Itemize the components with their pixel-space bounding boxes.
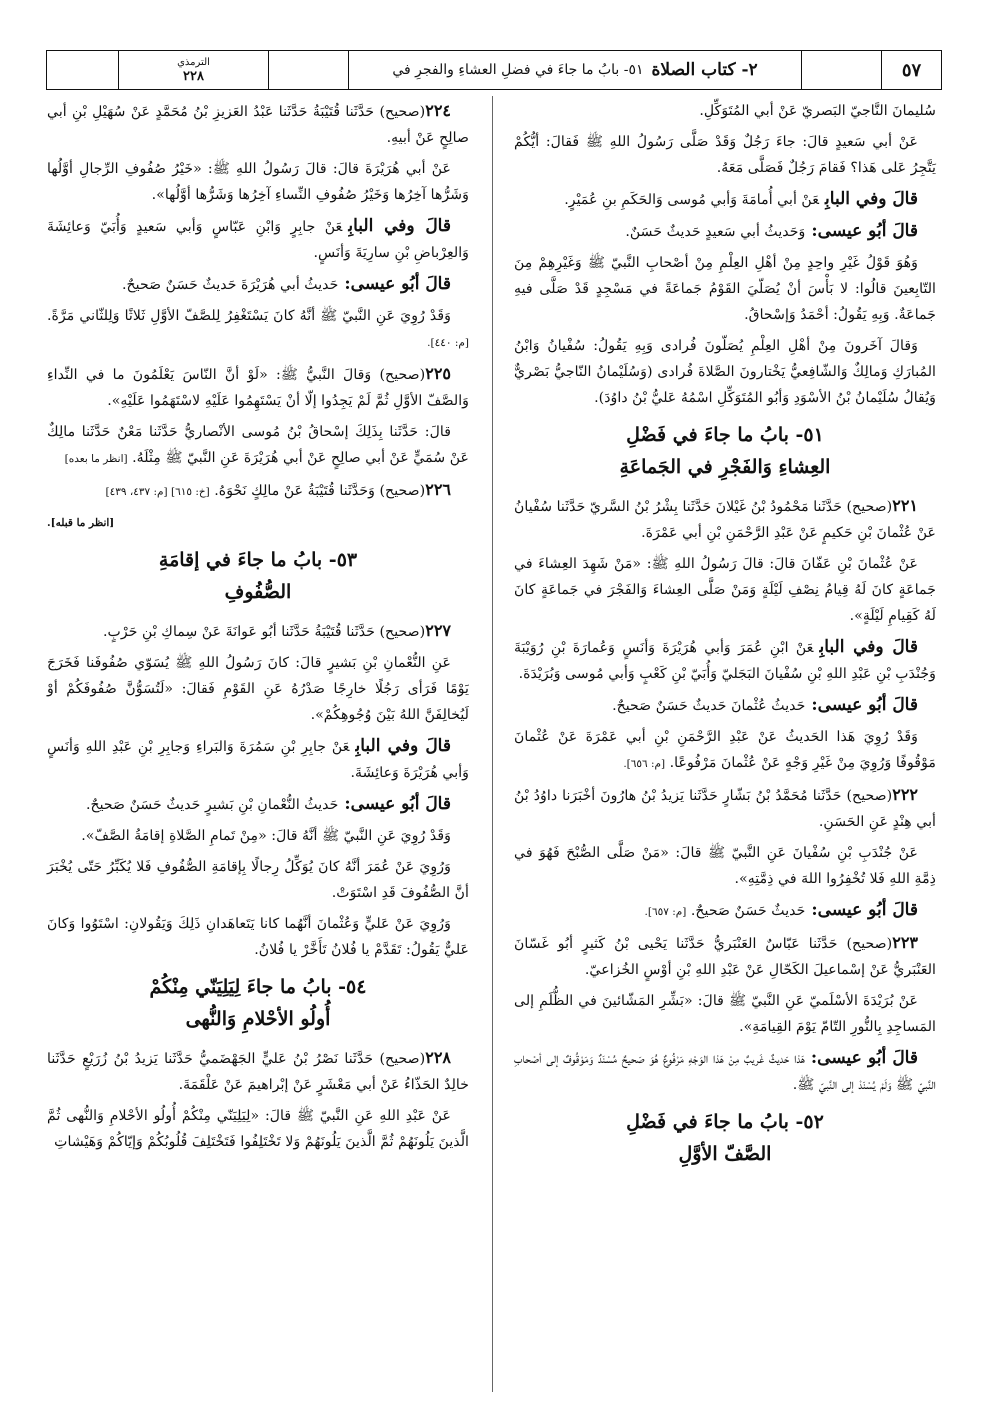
qala-heading: قالَ وفي البابِ: [825, 189, 918, 209]
hadith-number: ٢٢٤: [425, 101, 451, 120]
tirmidhi-label: الترمذي: [177, 57, 210, 68]
paragraph-text: (صحيح) حَدَّثَنا قُتَيْبَةُ حَدَّثَنا عَبْدُ العَزيزِ بْنُ مُحَمَّدٍ عَنْ سُهَيْلِ بْنِ أبي صالِحٍ عَنْ أبيهِ.: [47, 104, 469, 146]
hadith-number: ٢٢٧: [425, 621, 451, 640]
paragraph: [514, 1045, 936, 1098]
chapter-heading-line: العِشاءِ وَالفَجْرِ في الجَماعَةِ: [619, 456, 831, 478]
tirmidhi-cell: [118, 51, 268, 89]
paragraph-text: هَذا حَديثٌ غَريبٌ مِنْ هَذا الوَجْهِ مَرْفُوعٌ هُوَ صَحيحٌ مُسْنَدٌ وَمَوْقُوفٌ إلى أصْحابِ النَّبيّ ﷺ وَلَمْ يُسْنَدْ إلى النَّبيّ ﷺ.: [514, 1051, 936, 1093]
left-column: [47, 98, 469, 1388]
chapter-title: ٥١- بابُ ما جاءَ في فضلِ العشاءِ والفجرِ في: [392, 62, 644, 78]
chapter-heading-line: ٥٣- بابُ ما جاءَ في إقامَةِ: [158, 549, 358, 571]
paragraph: وَرُوِيَ عَنْ عَليٍّ وَعُثْمانَ أنَّهُما كانا يَتَعاهَدانِ ذَلِكَ وَيَقُولانِ: اسْتَوُوا وَكانَ عَليٌّ يَقُولُ: تَقَدَّمْ يا فُلانُ تَأَخَّرْ يا فُلانُ.: [47, 916, 469, 958]
reference-note: [انظر ما قبله].: [47, 517, 115, 529]
header-cell-empty: [268, 51, 348, 89]
paragraph: عَنْ أبي هُرَيْرَةَ قالَ: قالَ رَسُولُ اللهِ ﷺ: «خَيْرُ صُفُوفِ الرِّجالِ أوَّلُها وَشَرُّها آخِرُها وَخَيْرُ صُفُوفِ النِّساءِ آخِرُها وَشَرُّها أوَّلُها».: [47, 161, 469, 203]
paragraph-text: عَنْ جابِرٍ وَابْنِ عَبّاسٍ وَأبي سَعيدٍ وَأُبَيّ وَعائِشَةَ وَالعِرْباضِ بْنِ سارِيَةَ وَأنَسٍ.: [47, 219, 469, 261]
paragraph: [47, 271, 469, 298]
paragraph-text: وَحَديثُ أبي سَعيدٍ حَديثٌ حَسَنٌ.: [625, 224, 806, 240]
paragraph-text: (صحيح) حَدَّثَنا نَصْرُ بْنُ عَليٍّ الجَهْضَميُّ حَدَّثَنا يَزيدُ بْنُ زُرَيْعٍ حَدَّثَنا خالِدٌ الحَذّاءُ عَنْ أبي مَعْشَرٍ عَنْ إبْراهيمَ عَنْ عَلْقَمَةَ.: [47, 1051, 469, 1093]
reference: [انظر ما بعده]: [64, 453, 128, 465]
paragraph-text: حَديثُ عُثْمانَ حَديثٌ حَسَنٌ صَحيحٌ.: [612, 698, 806, 714]
paragraph: [514, 218, 936, 245]
paragraph-text: عَنْ جابِرِ بْنِ سَمُرَةَ وَالبَراءِ وَجابِرِ بْنِ عَبْدِ اللهِ وَأنَسٍ وَأبي هُرَيْرَةَ وَعائِشَةَ.: [47, 739, 469, 781]
paragraph: [514, 692, 936, 719]
chapter-heading-line: ٥٢- بابُ ما جاءَ في فَضْلِ: [626, 1111, 824, 1133]
hadith: [47, 98, 469, 151]
paragraph: [514, 186, 936, 213]
hadith: [514, 930, 936, 983]
chapter-heading: [47, 544, 469, 608]
paragraph: [47, 303, 469, 356]
paragraph: [514, 634, 936, 687]
chapter-heading-line: الصُّفُوفِ: [224, 581, 292, 603]
chapter-heading: [514, 1106, 936, 1170]
reference: [م: ٦٥٧].: [644, 906, 687, 918]
paragraph-text: (صحيح) وَقالَ النَّبيُّ ﷺ: «لَوْ أنَّ النّاسَ يَعْلَمُونَ ما في النِّداءِ وَالصَّفّ الأوَّلِ ثُمَّ لَمْ يَجِدُوا إلّا أنْ يَسْتَهِمُوا عَلَيْهِ لاسْتَهَمُوا عَلَيْهِ».: [47, 367, 469, 409]
qala-heading: قالَ أبُو عيسى:: [344, 274, 451, 294]
paragraph: وَقَدْ رُوِيَ عَنِ النَّبيّ ﷺ أنَّهُ قالَ: «مِنْ تَمامِ الصَّلاةِ إقامَةُ الصَّفّ».: [81, 828, 451, 844]
column-divider: [492, 96, 493, 1392]
reference: [م: ٤٤٠].: [427, 337, 469, 349]
paragraph: عَنْ بُرَيْدَةَ الأسْلَميّ عَنِ النَّبيّ ﷺ قالَ: «بَشِّرِ المَشّائينَ في الظُّلَمِ إلى المَساجِدِ بِالنُّورِ التّامّ يَوْمَ القِيامَةِ».: [514, 993, 936, 1035]
hadith-number: ٢٢١: [892, 496, 918, 515]
paragraph-text: حَديثُ أبي هُرَيْرَةَ حَديثٌ حَسَنٌ صَحيحٌ.: [122, 277, 339, 293]
running-header: [46, 50, 942, 90]
header-cell-empty: [47, 51, 118, 89]
paragraph: [47, 419, 469, 472]
paragraph: عَنْ عَبْدِ اللهِ عَنِ النَّبيّ ﷺ قالَ: «لِيَلِيَنّي مِنْكُمْ أُولُو الأحْلامِ وَالنُّهى ثُمَّ الَّذينَ يَلُونَهُمْ ثُمَّ الَّذينَ يَلُونَهُمْ وَلا تَخْتَلِفُوا فَتَخْتَلِفَ قُلُوبُكُمْ وَإيّاكُمْ وَهَيْشاتِ: [47, 1108, 469, 1150]
right-column: [514, 98, 936, 1388]
paragraph: [47, 213, 469, 266]
hadith-number: ٢٢٥: [425, 364, 451, 383]
paragraph-text: عَنْ أبي أُمامَةَ وَأبي مُوسى وَالحَكَمِ بنِ عُمَيْرٍ.: [564, 192, 820, 208]
paragraph: عَنْ عُثْمانَ بْنِ عَفّانَ قالَ: قالَ رَسُولُ اللهِ ﷺ: «مَنْ شَهِدَ العِشاءَ في جَماعَةٍ كانَ لَهُ قِيامُ نِصْفِ لَيْلَةٍ وَمَنْ صَلَّى العِشاءَ وَالفَجْرَ في جَماعَةٍ كانَ لَهُ كَقِيامِ لَيْلَةٍ».: [514, 556, 936, 624]
qala-heading: قالَ أبُو عيسى:: [344, 794, 451, 814]
paragraph: عَنْ أبي سَعيدٍ قالَ: جاءَ رَجُلٌ وَقَدْ صَلَّى رَسُولُ اللهِ ﷺ فَقالَ: أيُّكُمْ يَتَّجِرُ عَلى هَذا؟ فَقامَ رَجُلٌ فَصَلَّى مَعَهُ.: [514, 134, 936, 176]
hadith-number: ٢٢٦: [425, 480, 451, 499]
qala-heading: قالَ وفي البابِ: [819, 637, 918, 657]
qala-heading: قالَ أبُو عيسى:: [811, 695, 918, 715]
paragraph-text: (صحيح) حَدَّثَنا مَحْمُودُ بْنُ غَيْلانَ حَدَّثَنا بِشْرُ بْنُ السَّريّ حَدَّثَنا سُفْيانُ عَنْ عُثْمانَ بْنِ حَكيمٍ عَنْ عَبْدِ الرَّحْمَنِ بْنِ أبي عَمْرَةَ.: [514, 499, 936, 541]
hadith-number: ٢٢٨: [425, 1048, 451, 1067]
hadith: [514, 493, 936, 546]
chapter-heading-line: ٥١- بابُ ما جاءَ في فَضْلِ: [626, 424, 824, 446]
paragraph: وَقالَ آخَرونَ مِنْ أهْلِ العِلْمِ يُصَلّونَ فُرادى وَبِهِ يَقُولُ: سُفْيانُ وَابْنُ المُبارَكِ وَمالِكٌ وَالشّافِعيُّ يَخْتارونَ الصَّلاةَ فُرادى (وَسُلَيْمانُ النّاجيُّ بَصْريٌّ وَيُقالُ سُلَيْمانُ بْنُ الأسْوَدِ وَأبُو المُتَوَكِّلِ اسْمُهُ عَليُّ بْنُ داوُدَ).: [514, 338, 936, 406]
paragraph-text: (صحيح) حَدَّثَنا مُحَمَّدُ بْنُ بَشّارٍ حَدَّثَنا يَزيدُ بْنُ هارُونَ أخْبَرَنا داوُدُ بْنُ أبي هِنْدٍ عَنِ الحَسَنِ.: [514, 788, 936, 830]
chapter-heading-line: الصَّفّ الأوَّلِ: [678, 1143, 772, 1165]
hadith-number: ٢٢٣: [892, 933, 918, 952]
paragraph: عَنِ النُّعْمانِ بْنِ بَشيرٍ قالَ: كانَ رَسُولُ اللهِ ﷺ يُسَوّي صُفُوفَنا فَخَرَجَ يَوْمًا فَرَأى رَجُلًا خارِجًا صَدْرُهُ عَنِ القَوْمِ فَقالَ: «لَتُسَوُّنَّ صُفُوفَكُمْ أوْ لَيُخالِفَنَّ اللهُ بَيْنَ وُجُوهِكُمْ».: [47, 655, 469, 723]
paragraph: وَرُوِيَ عَنْ عُمَرَ أنَّهُ كانَ يُوَكِّلُ رِجالًا بِإقامَةِ الصُّفُوفِ فَلا يُكَبِّرُ حَتّى يُخْبَرَ أنَّ الصُّفُوفَ قَدِ اسْتَوَتْ.: [47, 859, 469, 901]
chapter-heading: [47, 971, 469, 1035]
paragraph-text: (صحيح) وَحَدَّثَنا قُتَيْبَةُ عَنْ مالِكٍ نَحْوَهُ.: [214, 483, 426, 499]
paragraph-text: عَنْ ابْنِ عُمَرَ وَأبي هُرَيْرَةَ وَأنَسٍ وَعُمارَةَ بْنِ رُوَيْبَةَ وَجُنْدَبِ بْنِ عَبْدِ اللهِ بْنِ سُفْيانَ البَجَليّ وَأُبَيّ بْنِ كَعْبٍ وَأبي مُوسى وَبُرَيْدَةَ.: [514, 640, 936, 682]
qala-heading: قالَ وفي البابِ: [355, 736, 451, 756]
paragraph-text: (صحيح) حَدَّثَنا عَبّاسٌ العَنْبَريُّ حَدَّثَنا يَحْيى بْنُ كَثيرٍ أبُو غَسّانَ العَنْبَريُّ عَنْ إسْماعيلَ الكَحّالِ عَنْ عَبْدِ اللهِ بْنِ أوْسٍ الخُزاعيّ.: [514, 936, 936, 978]
qala-heading: قالَ أبُو عيسى:: [811, 900, 918, 920]
chapter-heading: [514, 419, 936, 483]
paragraph: عَنْ جُنْدَبِ بْنِ سُفْيانَ عَنِ النَّبيّ ﷺ قالَ: «مَنْ صَلَّى الصُّبْحَ فَهُوَ في ذِمَّةِ اللهِ فَلا تُخْفِرُوا اللهَ في ذِمَّتِهِ».: [514, 845, 936, 887]
page-number: ٥٧: [881, 51, 941, 89]
tirmidhi-number: ٢٢٨: [183, 69, 204, 84]
reference: [م: ٦٥٦].: [623, 758, 666, 770]
chapter-heading-line: أُولُو الأحْلامِ وَالنُّهى: [185, 1008, 331, 1030]
paragraph-text: حَديثٌ حَسَنٌ صَحيحٌ.: [690, 903, 806, 919]
header-cell-empty: [801, 51, 881, 89]
hadith: [47, 1045, 469, 1098]
paragraph-text: وَقَدْ رُوِيَ عَنِ النَّبيّ ﷺ أنَّهُ كانَ يَسْتَغْفِرُ لِلصَّفّ الأوَّلِ ثَلاثًا وَلِلثّاني مَرَّةً.: [47, 308, 451, 324]
reference: [خ: ٦١٥] [م: ٤٣٧، ٤٣٩]: [105, 486, 210, 498]
paragraph-text: قالَ: حَدَّثَنا بِذَلِكَ إسْحاقُ بْنُ مُوسى الأنْصاريُّ حَدَّثَنا مَعْنٌ حَدَّثَنا مالِكٌ عَنْ سُمَيٍّ عَنْ أبي صالِحٍ عَنْ أبي هُرَيْرَةَ عَنِ النَّبيّ ﷺ مِثْلَهُ.: [47, 424, 469, 466]
qala-heading: قالَ أبُو عيسى:: [810, 1048, 918, 1068]
paragraph-text: (صحيح) حَدَّثَنا قُتَيْبَةُ حَدَّثَنا أبُو عَوانَةَ عَنْ سِماكِ بْنِ حَرْبٍ.: [103, 624, 426, 640]
paragraph: [47, 733, 469, 786]
paragraph-text: حَديثُ النُّعْمانِ بْنِ بَشيرٍ حَديثٌ حَسَنٌ صَحيحٌ.: [85, 797, 339, 813]
paragraph-text: وَقَدْ رُوِيَ هَذا الحَديثُ عَنْ عَبْدِ الرَّحْمَنِ بْنِ أبي عَمْرَةَ عَنْ عُثْمانَ مَوْقُوفًا وَرُوِيَ مِنْ غَيْرِ وَجْهٍ عَنْ عُثْمانَ مَرْفُوعًا.: [514, 729, 936, 771]
hadith: [47, 618, 469, 645]
paragraph: [514, 897, 936, 925]
running-title: [348, 51, 801, 89]
paragraph: [47, 791, 469, 818]
hadith: [47, 361, 469, 414]
paragraph: وَهُوَ قَوْلُ غَيْرِ واحِدٍ مِنْ أهْلِ العِلْمِ مِنْ أصْحابِ النَّبيّ ﷺ وَغَيْرِهِمْ مِنَ التّابِعينَ قالُوا: لا بَأْسَ أنْ يُصَلّيَ القَوْمُ جَماعَةً في مَسْجِدٍ قَدْ صَلَّى فيهِ جَماعَةٌ. وَبِهِ يَقُولُ: أحْمَدُ وَإسْحاقُ.: [514, 255, 936, 323]
hadith-number: ٢٢٢: [892, 785, 918, 804]
qala-heading: قالَ وفي البابِ: [348, 216, 451, 236]
hadith: [47, 477, 469, 505]
book-title: ٢- كتاب الصلاة: [651, 60, 758, 80]
paragraph: [514, 724, 936, 777]
qala-heading: قالَ أبُو عيسى:: [811, 221, 918, 241]
hadith: [514, 782, 936, 835]
chapter-heading-line: ٥٤- بابُ ما جاءَ لِيَلِيَنّي مِنْكُمْ: [149, 976, 367, 998]
paragraph: سُليمانَ النَّاجيّ البَصريّ عَنْ أبي المُتَوَكِّلِ.: [699, 103, 936, 119]
